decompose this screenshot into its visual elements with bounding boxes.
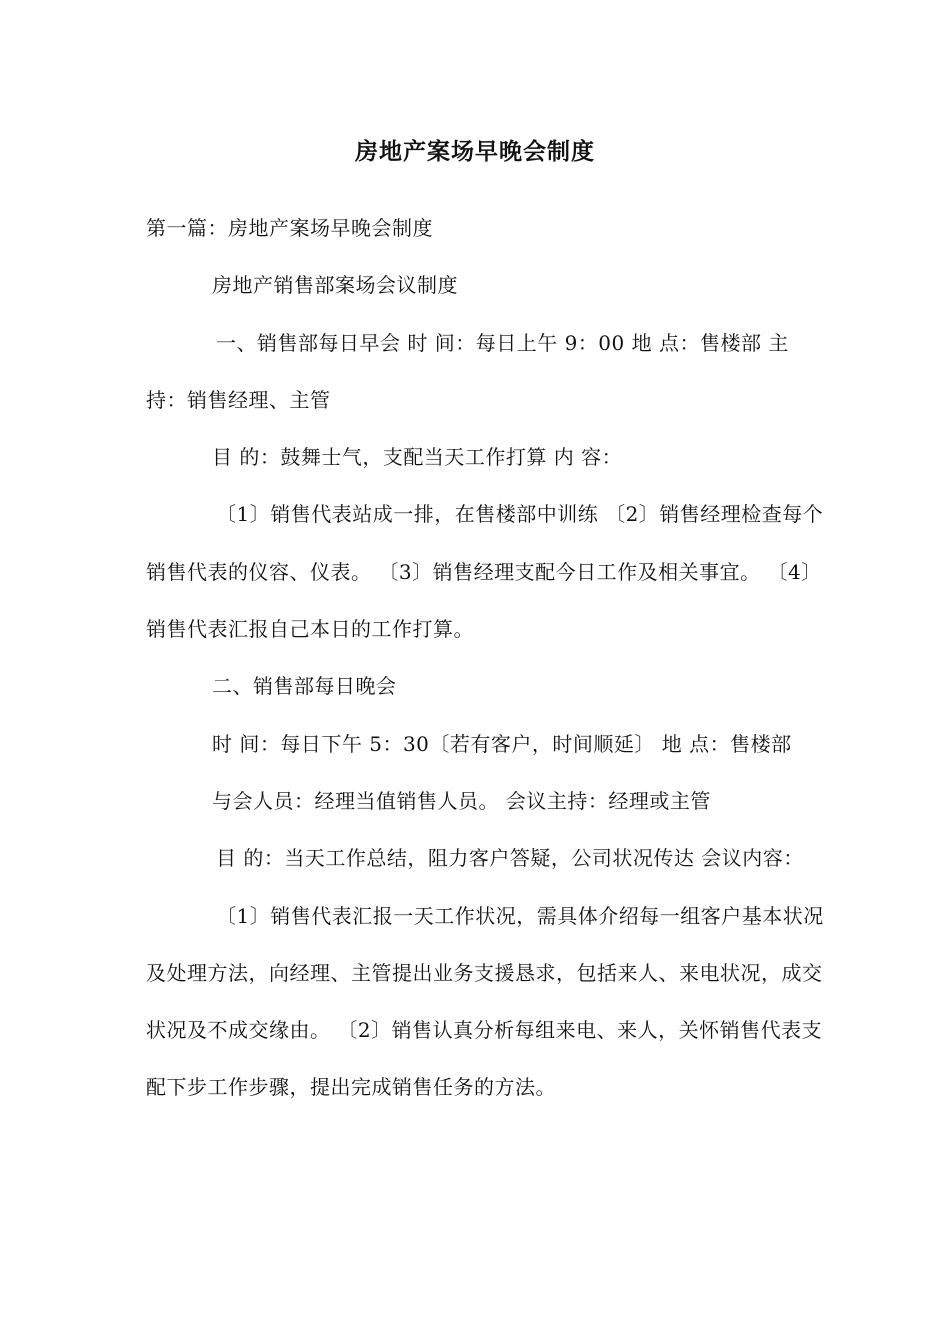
document-body <box>146 200 826 1117</box>
paragraph-evening-meeting-heading: 二、销售部每日晚会 <box>212 674 397 699</box>
paragraph-morning-content: 〔1〕销售代表站成一排，在售楼部中训练 〔2〕销售经理检查每个销售代表的仪容、仪表。 〔3〕销售经理支配今日工作及相关事宜。 〔4〕销售代表汇报自己本日的工作打算。 <box>146 502 824 642</box>
paragraph-evening-content: 〔1〕销售代表汇报一天工作状况，需具体介绍每一组客户基本状况及处理方法，向经理、主管提出业务支援恳求，包括来人、来电状况，成交状况及不成交缘由。 〔2〕销售认真分析每组来电、来人，关怀销售代表支配下步工作步骤，提出完成销售任务的方法。 <box>146 903 824 1100</box>
paragraph-evening-time-place: 时 间：每日下午 5：30〔若有客户，时间顺延〕 地 点：售楼部 <box>212 731 792 756</box>
paragraph-part-heading: 第一篇：房地产案场早晚会制度 <box>146 216 433 240</box>
paragraph-meeting-system-heading: 房地产销售部案场会议制度 <box>212 273 458 298</box>
paragraph-morning-meeting-info: 一、销售部每日早会 时 间：每日上午 9：00 地 点：售楼部 主 持：销售经理、主管 <box>146 330 789 412</box>
paragraph-evening-purpose: 目 的：当天工作总结，阻力客户答疑，公司状况传达 会议内容： <box>216 846 804 871</box>
paragraph-morning-purpose: 目 的：鼓舞士气，支配当天工作打算 内 容： <box>212 445 623 470</box>
paragraph-evening-attendees: 与会人员：经理当值销售人员。 会议主持：经理或主管 <box>212 788 711 813</box>
document-title: 房地产案场早晚会制度 <box>355 139 595 165</box>
